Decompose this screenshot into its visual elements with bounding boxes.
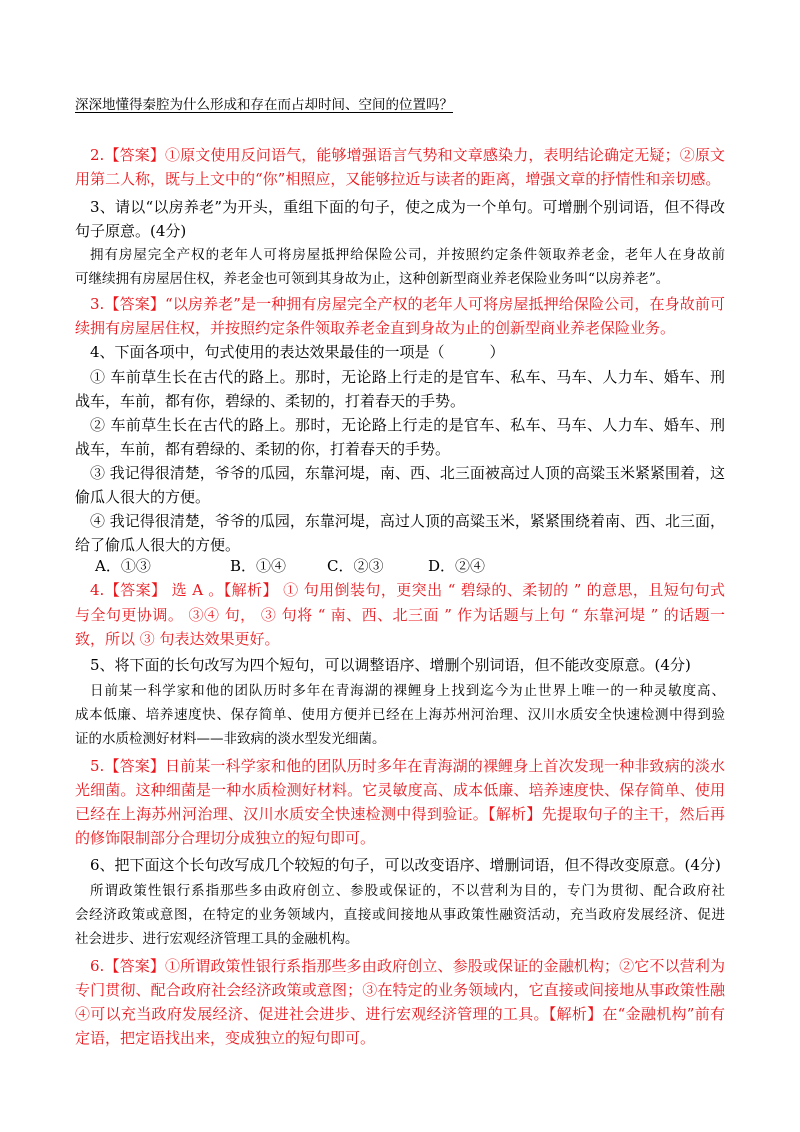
q4-item-4-line-1: ④ 我记得很清楚，爷爷的瓜园，东靠河堤，高过人顶的高粱玉米，紧紧围绕着南、西、北三面， xyxy=(90,512,725,530)
q5-passage-line-1: 日前某一科学家和他的团队历时多年在青海湖的裸鲤身上找到迄今为止世界上唯一的一种灵敏度高、 xyxy=(90,683,725,699)
q4-item-3-line-1: ③ 我记得很清楚，爷爷的瓜园，东靠河堤，南、西、北三面被高过人顶的高粱玉米紧紧围着，这 xyxy=(90,464,725,482)
q6-answer-line-4: 定语，把定语找出来，变成独立的短句即可。 xyxy=(75,1029,376,1047)
q4-item-1-line-2: 战车，车前，都有你，碧绿的、柔韧的，打着春天的手势。 xyxy=(75,392,466,410)
q6-passage-line-2: 会经济政策或意图，在特定的业务领域内，直接或间接地从事政策性融资活动，充当政府发展经济、促进 xyxy=(75,907,725,923)
q5-passage-line-3: 证的水质检测好材料——非致病的淡水型发光细菌。 xyxy=(75,731,386,747)
q2-answer-line-1: 2.【答案】①原文使用反问语气，能够增强语言气势和文章感染力，表明结论确定无疑；②原文 xyxy=(90,146,725,164)
q3-passage-line-2: 可继续拥有房屋居住权，养老金也可领到其身故为止，这种创新型商业养老保险业务叫“以房养老”。 xyxy=(75,271,670,287)
q6-prompt: 6、把下面这个长句改写成几个较短的句子，可以改变语序、增删词语，但不得改变原意。(4分) xyxy=(90,856,721,874)
q6-passage-line-1: 所谓政策性银行系指那些多由政府创立、参股或保证的，不以营利为目的，专门为贯彻、配合政府社 xyxy=(90,883,725,899)
q4-prompt: 4、下面各项中，句式使用的表达效果最佳的一项是（ ） xyxy=(90,343,505,361)
q6-passage-line-3: 社会进步、进行宏观经济管理工具的金融机构。 xyxy=(75,931,359,947)
q4-item-1-line-1: ① 车前草生长在古代的路上。那时，无论路上行走的是官车、私车、马车、人力车、婚车、刑 xyxy=(90,368,725,386)
q6-answer-line-1: 6.【答案】①所谓政策性银行系指那些多由政府创立、参股或保证的金融机构；②它不以营利为 xyxy=(90,957,725,975)
q4-item-2-line-1: ② 车前草生长在古代的路上。那时，无论路上行走的是官车、私车、马车、人力车、婚车、刑 xyxy=(90,416,725,434)
q3-passage-line-1: 拥有房屋完全产权的老年人可将房屋抵押给保险公司，并按照约定条件领取养老金，老年人在身故前 xyxy=(90,247,725,263)
q5-answer-line-4: 的修饰限制部分合理切分成独立的短句即可。 xyxy=(75,829,376,847)
q3-answer-line-1: 3.【答案】“以房养老”是一种拥有房屋完全产权的老年人可将房屋抵押给保险公司，在身故前可 xyxy=(90,295,725,313)
q5-prompt: 5、将下面的长句改写为四个短句，可以调整语序、增删个别词语，但不能改变原意。(4分) xyxy=(90,656,691,674)
q4-answer-line-1: 4.【答案】 选 A 。【解析】 ① 句用倒装句，更突出 “ 碧绿的、柔韧的 ” 的意思，且短句句式 xyxy=(90,581,725,599)
q4-item-3-line-2: 偷瓜人很大的方便。 xyxy=(75,488,211,506)
q4-option-a: A．①③ xyxy=(95,557,151,575)
q5-answer-line-2: 光细菌。这种细菌是一种水质检测好材料。它灵敏度高、成本低廉、培养速度快、保存简单、使用 xyxy=(75,781,725,799)
q6-answer-line-2: 专门贯彻、配合政府社会经济政策或意图；③在特定的业务领域内，它直接或间接地从事政策性融 xyxy=(75,981,725,999)
q4-answer-line-2: 与全句更协调。 ③④ 句， ③ 句将 “ 南、西、北三面 ” 作为话题与上句 “ 东靠河堤 ” 的话题一 xyxy=(75,606,725,624)
q4-item-4-line-2: 给了偷瓜人很大的方便。 xyxy=(75,536,241,554)
intro-line: 深深地懂得秦腔为什么形成和存在而占却时间、空间的位置吗？ xyxy=(75,97,453,113)
q6-answer-line-3: ④可以充当政府发展经济、促进社会进步、进行宏观经济管理的工具。【解析】在“金融机构”前有 xyxy=(75,1005,725,1023)
q3-answer-line-2: 续拥有房屋居住权，并按照约定条件领取养老金直到身故为止的创新型商业养老保险业务。 xyxy=(75,319,676,337)
q4-option-c: C．②③ xyxy=(327,557,384,575)
q3-prompt-line-2: 句子原意。(4分) xyxy=(75,222,187,240)
q4-option-d: D．②④ xyxy=(428,557,486,575)
q5-answer-line-3: 已经在上海苏州河治理、汉川水质安全快速检测中得到验证。【解析】先提取句子的主干，然后再 xyxy=(75,805,725,823)
q5-answer-line-1: 5.【答案】日前某一科学家和他的团队历时多年在青海湖的裸鲤身上首次发现一种非致病的淡水 xyxy=(90,757,725,775)
q4-option-b: B．①④ xyxy=(230,557,287,575)
q2-answer-line-2: 用第二人称，既与上文中的“你”相照应，又能够拉近与读者的距离，增强文章的抒情性和亲切感。 xyxy=(75,170,721,188)
q3-prompt-line-1: 3、请以“以房养老”为开头，重组下面的句子，使之成为一个单句。可增删个别词语，但不得改 xyxy=(90,198,725,216)
q5-passage-line-2: 成本低廉、培养速度快、保存简单、使用方便并已经在上海苏州河治理、汉川水质安全快速检测中得到验 xyxy=(75,707,725,723)
q4-item-2-line-2: 战车，车前，都有碧绿的、柔韧的你，打着春天的手势。 xyxy=(75,440,451,458)
q4-answer-line-3: 致，所以 ③ 句表达效果更好。 xyxy=(75,630,280,648)
